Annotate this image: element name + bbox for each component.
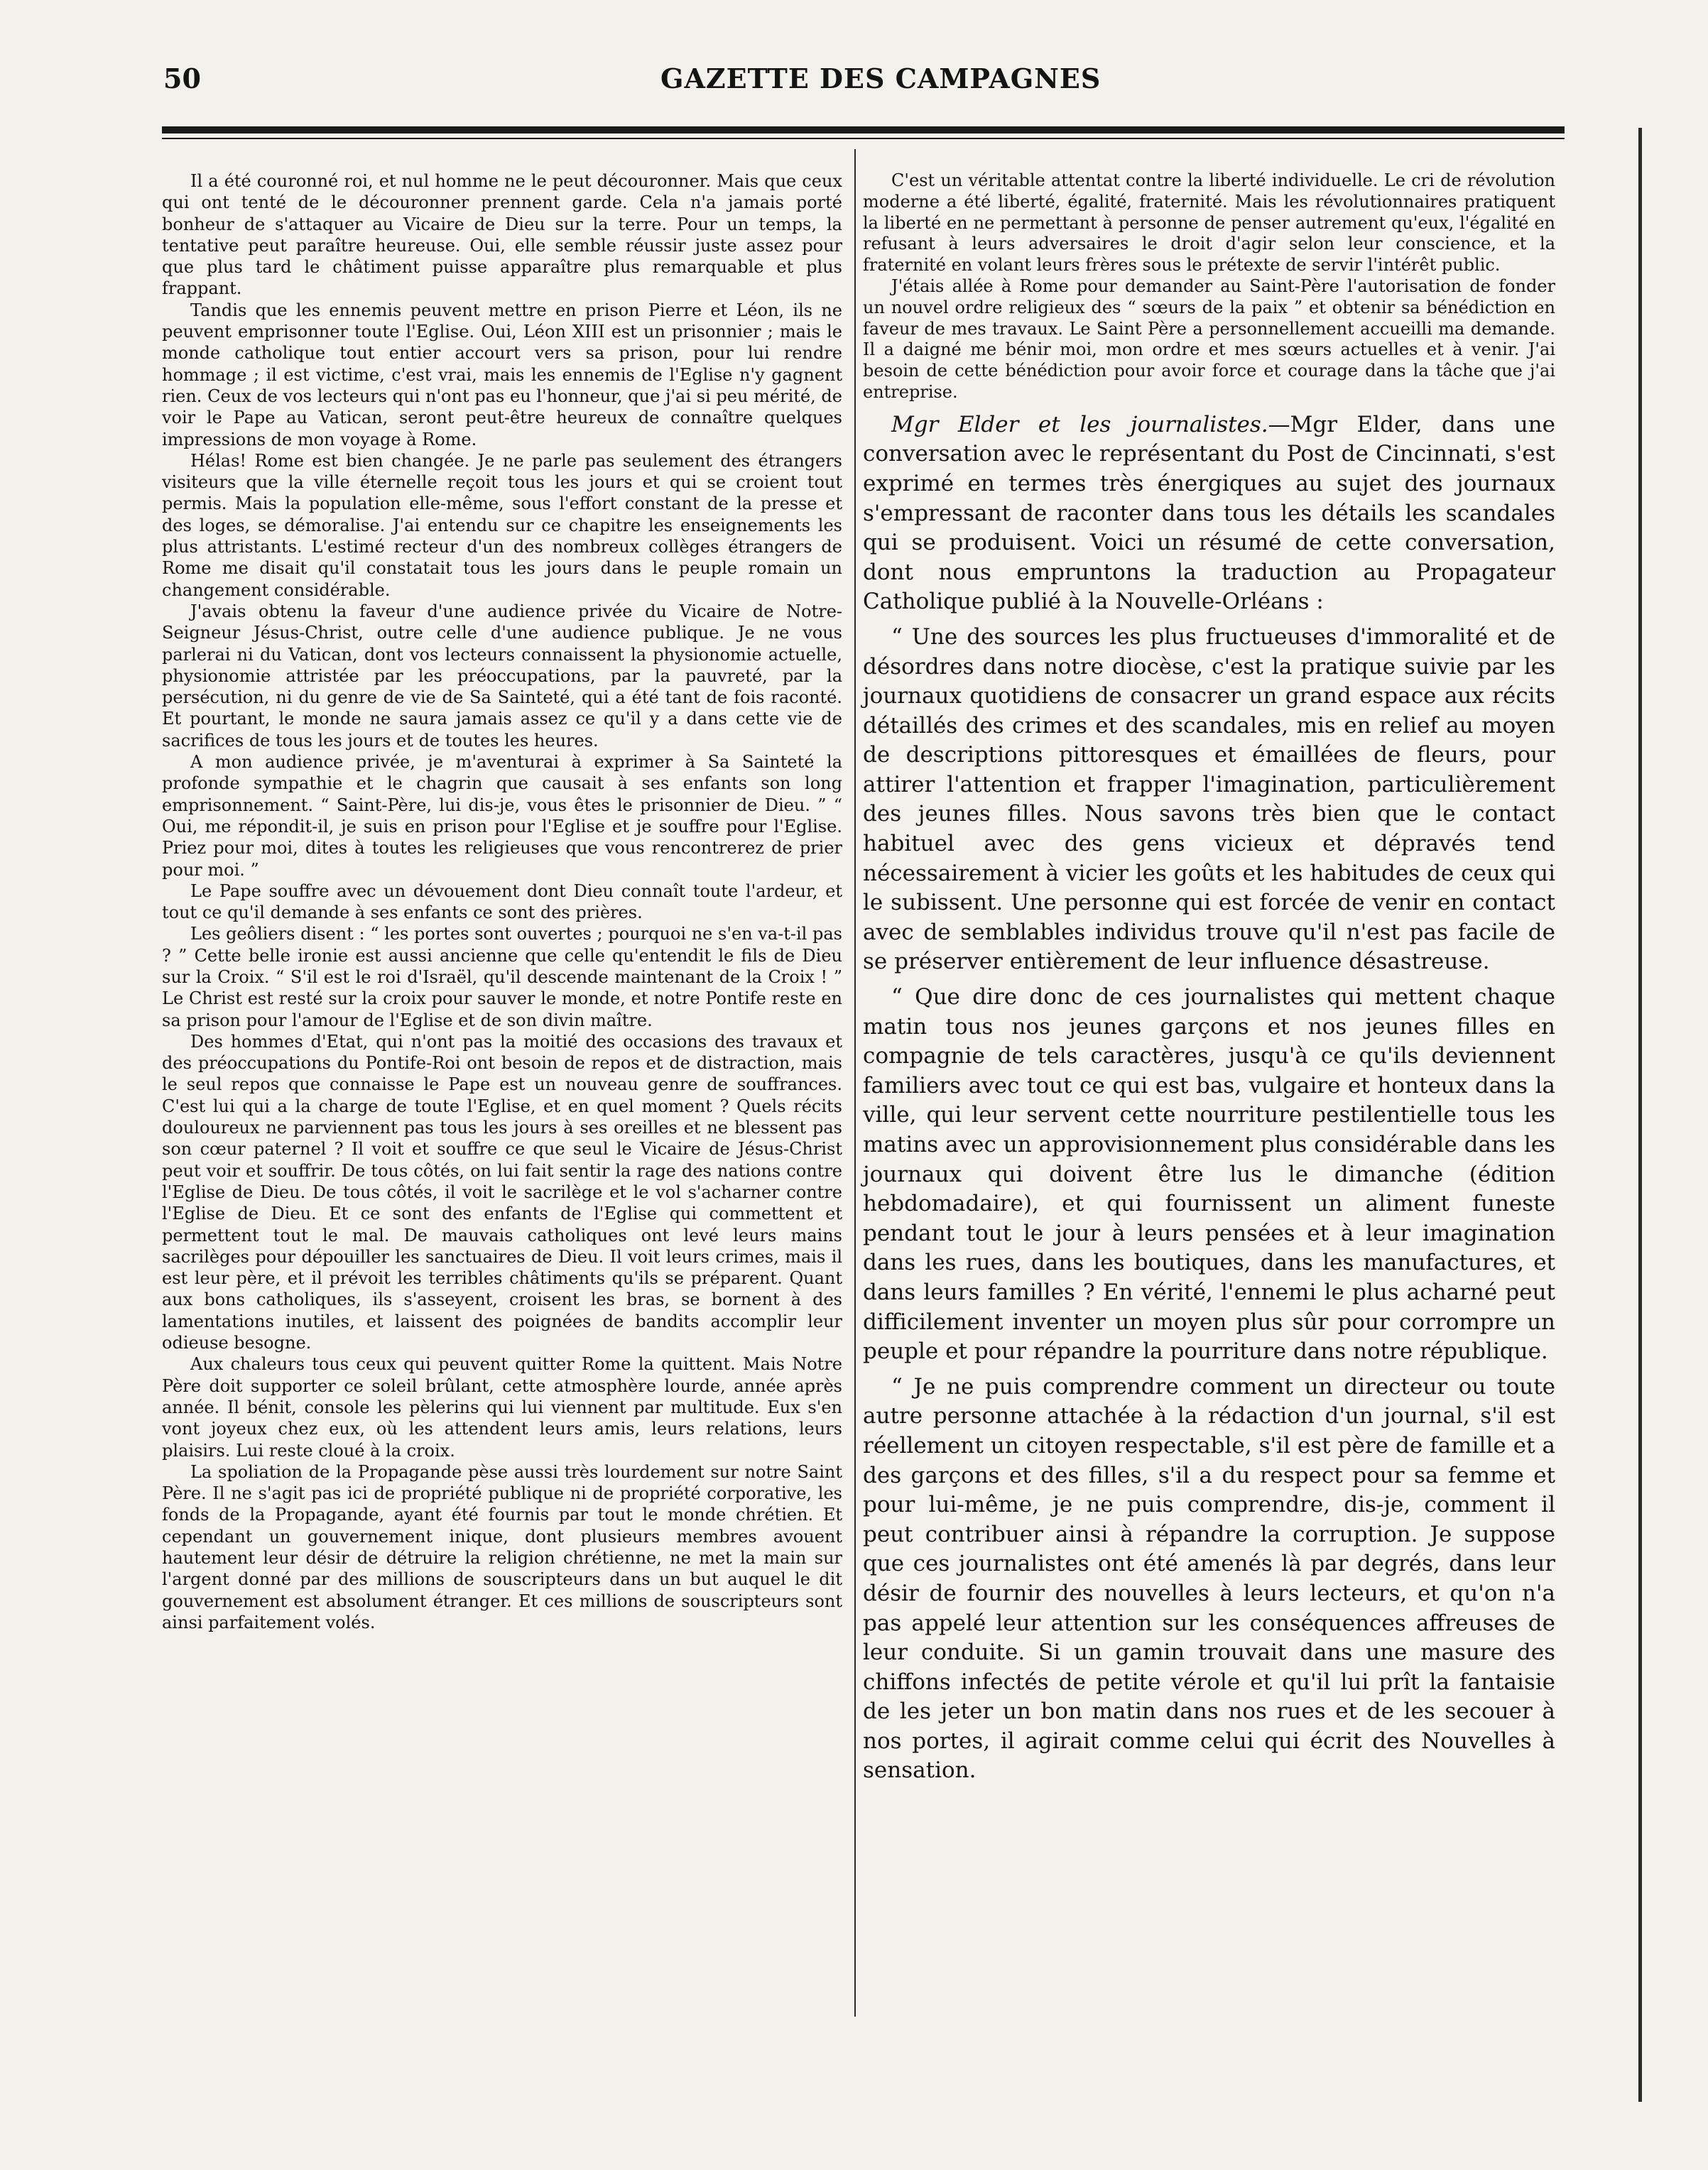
column-divider [854,149,856,2017]
binding-edge [1638,128,1642,2102]
article-paragraph: “ Que dire donc de ces journalistes qui mettent chaque matin tous nos jeunes garçons et nos jeunes filles en compagnie de tels caractères, jusqu'à ce qu'ils deviennent familiers avec tout ce qui est bas, vulgaire et honteux dans la ville, qui leur servent cette nourriture pestilentielle tous les matins avec un approvisionnement plus considérable dans les journaux qui doivent être lus le dimanche (édition hebdomadaire), et qui fournissent un aliment funeste pendant tout le jour à leurs pensées et à leur imagination dans les rues, dans les boutiques, dans les manufactures, et dans leurs familles ? En vérité, l'ennemi le plus acharné peut difficilement inventer un moyen plus sûr pour corrompre un peuple et pour répandre la pourriture dans notre république. [863,984,1555,1365]
left-paragraph: Il a été couronné roi, et nul homme ne le peut découronner. Mais que ceux qui ont tenté de le découronner prennent garde. Cela n'a jamais porté bonheur de s'attaquer au Vicaire de Dieu sur la terre. Pour un temps, la tentative peut paraître heureuse. Oui, elle semble réussir juste assez pour que plus tard le châtiment puisse apparaître plus remarquable et plus frappant. [162,171,842,299]
right-top-section [863,170,1555,403]
article-heading: Mgr Elder et les journalistes. [891,411,1268,437]
left-paragraph: Aux chaleurs tous ceux qui peuvent quitter Rome la quittent. Mais Notre Père doit supporter ce soleil brûlant, cette atmosphère lourde, année après année. Il bénit, console les pèlerins qui lui viennent par multitude. Eux s'en vont joyeux chez eux, où les attendent leurs amis, leurs relations, leurs plaisirs. Lui reste cloué à la croix. [162,1354,842,1461]
left-paragraph: Le Pape souffre avec un dévouement dont Dieu connaît toute l'ardeur, et tout ce qu'il demande à ses enfants ce sont des prières. [162,880,842,923]
page-number: 50 [163,62,201,94]
header-rule-thick [162,126,1565,133]
article-mgr-elder [863,410,1555,1786]
left-column [162,170,842,1633]
right-paragraph: C'est un véritable attentat contre la liberté individuelle. Le cri de révolution moderne a été liberté, égalité, fraternité. Mais les révolutionnaires pratiquent la liberté en ne permettant à personne de penser autrement qu'eux, l'égalité en refusant à leurs adversaires le droit d'agir selon leur conscience, et la fraternité en volant leurs frères sous le prétexte de servir l'intérêt public. [863,170,1555,276]
right-paragraph: J'étais allée à Rome pour demander au Saint-Père l'autorisation de fonder un nouvel ordre religieux des “ sœurs de la paix ” et obtenir sa bénédiction en faveur de mes travaux. Le Saint Père a personnellement accueilli ma demande. Il a daigné me bénir moi, mon ordre et mes sœurs actuelles et à venir. J'ai besoin de cette bénédiction pour avoir force et courage dans la tâche que j'ai entreprise. [863,276,1555,402]
left-paragraph: Les geôliers disent : “ les portes sont ouvertes ; pourquoi ne s'en va-t-il pas ? ” Cette belle ironie est aussi ancienne que celle qu'entendit le fils de Dieu sur la Croix. “ S'il est le roi d'Israël, qu'il descende maintenant de la Croix ! ” Le Christ est resté sur la croix pour sauver le monde, et notre Pontife reste en sa prison pour l'amour de l'Eglise et de son divin maître. [162,924,842,1030]
left-paragraph: A mon audience privée, je m'aventurai à exprimer à Sa Sainteté la profonde sympathie et le chagrin que causait à ses enfants son long emprisonnement. “ Saint-Père, lui dis-je, vous êtes le prisonnier de Dieu. ” “ Oui, me répondit-il, je suis en prison pour l'Eglise et je souffre pour l'Eglise. Priez pour moi, dites à toutes les religieuses que vous rencontrerez de prier pour moi. ” [162,752,842,880]
article-intro-paragraph [863,410,1555,617]
right-column [863,170,1555,1792]
left-paragraph: Hélas! Rome est bien changée. Je ne parle pas seulement des étrangers visiteurs que la ville éternelle reçoit tous les jours et qui se croient tout permis. Mais la population elle-même, sous l'effort constant de la presse et des loges, se démoralise. J'ai entendu sur ce chapitre les enseignements les plus attristants. L'estimé recteur d'un des nombreux collèges étrangers de Rome me disait qu'il constatait tous les jours dans le peuple romain un changement considérable. [162,450,842,600]
article-paragraph: “ Une des sources les plus fructueuses d'immoralité et de désordres dans notre diocèse, c'est la pratique suivie par les journaux quotidiens de consacrer un grand espace aux récits détaillés des crimes et des scandales, mis en relief au moyen de descriptions pittoresques et émaillées de fleurs, pour attirer l'attention et frapper l'imagination, particulièrement des jeunes filles. Nous savons très bien que le contact habituel avec des gens vicieux et dépravés tend nécessairement à vicier les goûts et les habitudes de ceux qui le subissent. Une personne qui est forcée de venir en contact avec de semblables individus trouve qu'il n'est pas facile de se préserver entièrement de leur influence désastreuse. [863,623,1555,975]
left-paragraph: Tandis que les ennemis peuvent mettre en prison Pierre et Léon, ils ne peuvent emprisonner toute l'Eglise. Oui, Léon XIII est un prisonnier ; mais le monde catholique tout entier accourt vers sa prison, pour lui rendre hommage ; il est victime, c'est vrai, mais les ennemis de l'Eglise n'y gagnent rien. Ceux de vos lecteurs qui n'ont pas eu l'honneur, que j'ai si peu mérité, de voir le Pape au Vatican, seront peut-être heureux de connaître quelques impressions de mon voyage à Rome. [162,300,842,449]
article-paragraph: “ Je ne puis comprendre comment un directeur ou toute autre personne attachée à la rédaction d'un journal, s'il est réellement un citoyen respectable, s'il est père de famille et a des garçons et des filles, s'il a du respect pour sa femme et pour lui-même, je ne puis comprendre, dis-je, comment il peut contribuer ainsi à répandre la corruption. Je suppose que ces journalistes ont été amenés là par degrés, dans leur désir de fournir des nouvelles à leurs lecteurs, et qu'on n'a pas appelé leur attention sur les conséquences affreuses de leur conduite. Si un gamin trouvait dans une masure des chiffons infectés de petite vérole et qu'il lui prît la fantaisie de les jeter un bon matin dans nos rues et de les secouer à nos portes, il agirait comme celui qui écrit des Nouvelles à sensation. [863,1373,1555,1784]
left-paragraph: La spoliation de la Propagande pèse aussi très lourdement sur notre Saint Père. Il ne s'agit pas ici de propriété publique ni de propriété corporative, les fonds de la Propagande, ayant été fournis par tout le monde chrétien. Et cependant un gouvernement inique, dont plusieurs membres avouent hautement leur désir de détruire la religion chrétienne, ne met la main sur l'argent donné par des millions de souscripteurs dans un but auquel le dit gouvernement est absolument étranger. Et ces millions de souscripteurs sont ainsi parfaitement volés. [162,1461,842,1632]
page-header [149,57,1577,99]
journal-title: GAZETTE DES CAMPAGNES [660,62,1102,94]
left-paragraph: Des hommes d'Etat, qui n'ont pas la moitié des occasions des travaux et des préoccupations du Pontife-Roi ont besoin de repos et de distraction, mais le seul repos que connaisse le Pape est un nouveau genre de souffrances. C'est lui qui a la charge de toute l'Eglise, et en quel moment ? Quels récits douloureux ne parviennent pas tous les jours à ses oreilles et ne blessent pas son cœur paternel ? Il voit et souffre ce que seul le Vicaire de Jésus-Christ peut voir et souffrir. De tous côtés, on lui fait sentir la rage des nations contre l'Eglise de Dieu. De tous côtés, il voit le sacrilège et le vol s'acharner contre l'Eglise de Dieu. Et ce sont des enfants de l'Eglise qui commettent et permettent tout le mal. De mauvais catholiques ont levé leurs mains sacrilèges pour dépouiller les sanctuaires de Dieu. Il voit leurs crimes, mais il est leur père, et il prévoit les terribles châtiments qu'ils se préparent. Quant aux bons catholiques, ils s'asseyent, croisent les bras, se bornent à des lamentations inutiles, et laissent des poignées de bandits accomplir leur odieuse besogne. [162,1031,842,1353]
header-rule-thin [162,138,1565,139]
article-intro: —Mgr Elder, dans une conversation avec le représentant du Post de Cincinnati, s'est exprimé en termes très énergiques au sujet des journaux s'empressant de raconter dans tous les détails les scandales qui se produisent. Voici un résumé de cette conversation, dont nous empruntons la traduction au Propagateur Catholique publié à la Nouvelle-Orléans : [863,411,1555,615]
left-paragraph: J'avais obtenu la faveur d'une audience privée du Vicaire de Notre-Seigneur Jésus-Christ, outre celle d'une audience publique. Je ne vous parlerai ni du Vatican, dont vos lecteurs connaissent la physionomie actuelle, physionomie attristée par les préoccupations, par la pauvreté, par la persécution, ni du genre de vie de Sa Sainteté, qui a été tant de fois raconté. Et pourtant, le monde ne saura jamais assez ce qu'il y a dans cette vie de sacrifices de tous les jours et de toutes les heures. [162,601,842,751]
